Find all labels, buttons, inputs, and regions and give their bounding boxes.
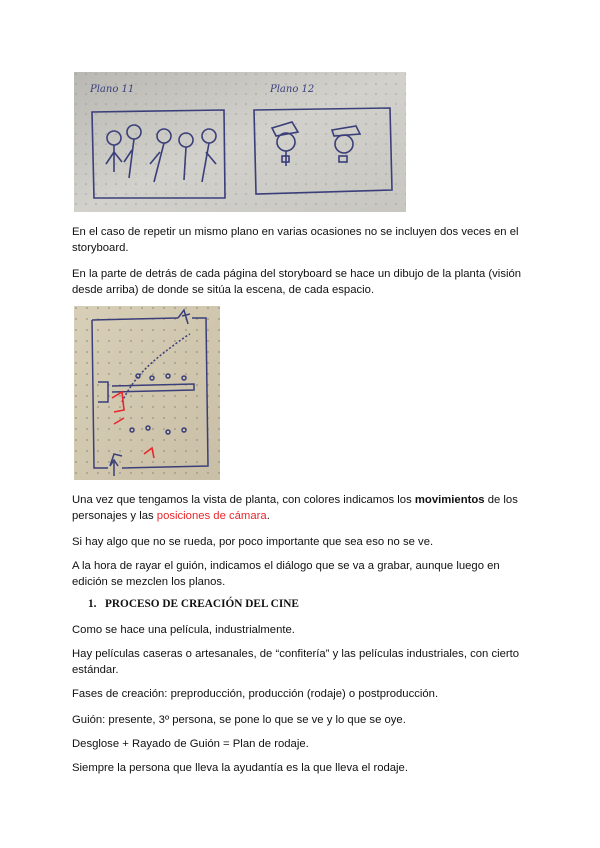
movimientos-bold: movimientos (414, 494, 485, 506)
paragraph-4: Si hay algo que no se rueda, por poco importante que sea eso no se ve. (72, 536, 434, 548)
posiciones-camara-red: posiciones de cámara (156, 510, 267, 522)
paragraph-3-text-c: de los personajes y las (72, 494, 518, 522)
paragraph-3 (72, 492, 532, 524)
paragraph-10: Desglose + Rayado de Guión = Plan de rodaje. (72, 738, 309, 750)
storyboard-sketch (74, 72, 406, 212)
section-heading (88, 598, 299, 610)
floor-plan-sketch (74, 306, 220, 480)
paragraph-7: Hay películas caseras o artesanales, de “confitería” y las películas industriales, con cierto estándar. (72, 648, 520, 676)
paragraph-6: Como se hace una película, industrialmente. (72, 624, 295, 636)
paragraph-1: En el caso de repetir un mismo plano en varias ocasiones no se incluyen dos veces en el storyboard. (72, 226, 519, 254)
paragraph-2: En la parte de detrás de cada página del storyboard se hace un dibujo de la planta (visión desde arriba) de donde se sitúa la escena, de cada espacio. (72, 268, 522, 296)
paragraph-5: A la hora de rayar el guión, indicamos el diálogo que se va a grabar, aunque luego en edición se mezclen los planos. (72, 560, 500, 588)
paragraph-8: Fases de creación: preproducción, producción (rodaje) o postproducción. (72, 688, 439, 700)
paragraph-3-text-a: Una vez que tengamos la vista de planta, con colores indicamos los (72, 494, 415, 506)
heading-number: 1. (88, 598, 97, 610)
paragraph-9: Guión: presente, 3º persona, se pone lo que se ve y lo que se oye. (72, 714, 406, 726)
floor-plan-photo (74, 306, 220, 480)
plano-label-right: Plano 12 (270, 84, 315, 95)
plano-label-left: Plano 11 (90, 84, 135, 95)
paragraph-3-text-e: . (266, 510, 270, 522)
heading-text: PROCESO DE CREACIÓN DEL CINE (104, 598, 299, 610)
storyboard-photo (74, 72, 406, 212)
paragraph-11: Siempre la persona que lleva la ayudantía es la que lleva el rodaje. (72, 762, 408, 774)
